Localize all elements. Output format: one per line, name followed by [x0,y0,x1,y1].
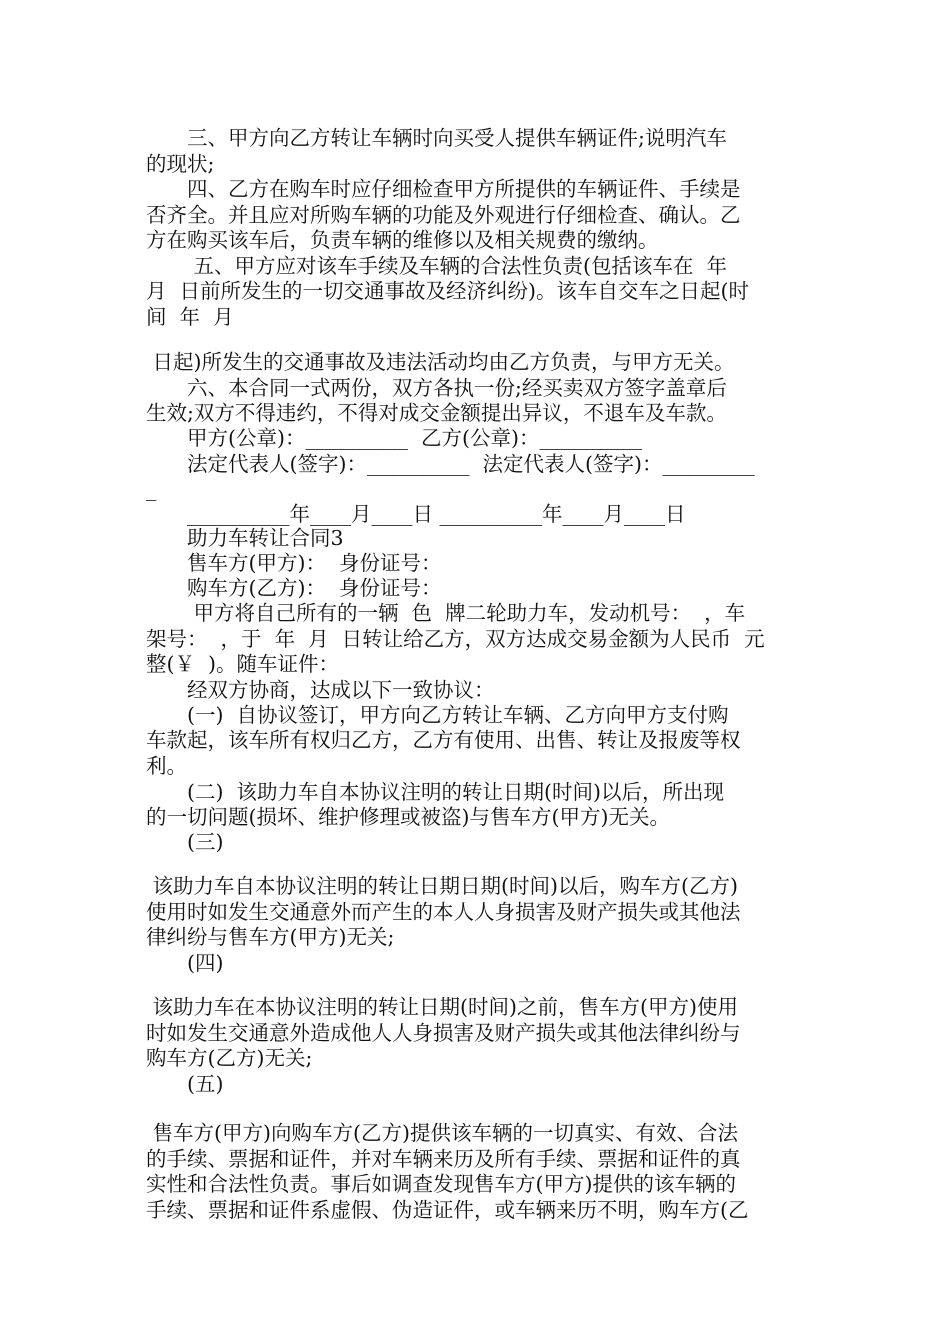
text-line: 月 日前所发生的一切交通事故及经济纠纷)。该车自交车之日起(时 [146,279,750,303]
text-line: 利。 [146,754,187,778]
section-title: 助力车转让合同3 [146,526,344,550]
text-line: 时如发生交通意外造成他人人身损害及财产损失或其他法律纠纷与 [146,1021,741,1045]
text-line: 整(￥ )。随车证件： [146,652,340,676]
text-line: _ [146,477,157,501]
text-line: 间 年 月 [146,305,234,329]
text-line: 六、本合同一式两份，双方各执一份;经买卖双方签字盖章后 [146,376,727,400]
text-line: 该助力车在本协议注明的转让日期(时间)之前，售车方(甲方)使用 [146,995,739,1019]
text-line: 律纠纷与售车方(甲方)无关; [146,925,395,949]
text-line: 的手续、票据和证件，并对车辆来历及所有手续、票据和证件的真 [146,1147,741,1171]
signature-line: 法定代表人(签字)：__________ 法定代表人(签字)：_________ [146,452,755,476]
date-line: __________年____月____日 __________年____月____日 [146,502,686,526]
text-line: 经双方协商，达成以下一致协议： [146,678,495,702]
text-line: (一) 自协议签订，甲方向乙方转让车辆、乙方向甲方支付购 [146,703,729,727]
clause-number: (五) [146,1072,224,1096]
text-line: 五、甲方应对该车手续及车辆的合法性负责(包括该车在 年 [146,254,728,278]
text-line: 使用时如发生交通意外而产生的本人人身损害及财产损失或其他法 [146,900,741,924]
text-line: 架号： ，于 年 月 日转让给乙方，双方达成交易金额为人民币 元 [146,627,765,651]
text-line: 方在购买该车后，负责车辆的维修以及相关规费的缴纳。 [146,228,659,252]
text-line: 四、乙方在购车时应仔细检查甲方所提供的车辆证件、手续是 [146,177,741,201]
text-line: 售车方(甲方)向购车方(乙方)提供该车辆的一切真实、有效、合法 [146,1121,739,1145]
clause-number: (三) [146,830,224,854]
text-line: 甲方将自己所有的一辆 色 牌二轮助力车，发动机号： ，车 [146,601,746,625]
text-line: 否齐全。并且应对所购车辆的功能及外观进行仔细检查、确认。乙 [146,203,741,227]
text-line: 购车方(乙方)： 身份证号： [146,576,442,600]
text-line: 手续、票据和证件系虚假、伪造证件，或车辆来历不明，购车方(乙 [146,1198,749,1222]
text-line: 的现状; [146,152,215,176]
text-line: 售车方(甲方)： 身份证号： [146,551,442,575]
text-line: 日起)所发生的交通事故及违法活动均由乙方负责，与甲方无关。 [146,350,735,374]
text-line: 车款起，该车所有权归乙方，乙方有使用、出售、转让及报废等权 [146,728,741,752]
clause-number: (四) [146,951,224,975]
text-line: 购车方(乙方)无关; [146,1046,313,1070]
text-line: 三、甲方向乙方转让车辆时向买受人提供车辆证件;说明汽车 [146,126,727,150]
signature-line: 甲方(公章)：__________ 乙方(公章)：__________ [146,426,643,450]
text-line: 生效;双方不得违约，不得对成交金额提出异议，不退车及车款。 [146,401,727,425]
text-line: 实性和合法性负责。事后如调查发现售车方(甲方)提供的该车辆的 [146,1172,736,1196]
text-line: 该助力车自本协议注明的转让日期日期(时间)以后，购车方(乙方) [146,874,739,898]
text-line: 的一切问题(损坏、维护修理或被盗)与售车方(甲方)无关。 [146,805,670,829]
text-line: (二) 该助力车自本协议注明的转让日期(时间)以后，所出现 [146,780,725,804]
